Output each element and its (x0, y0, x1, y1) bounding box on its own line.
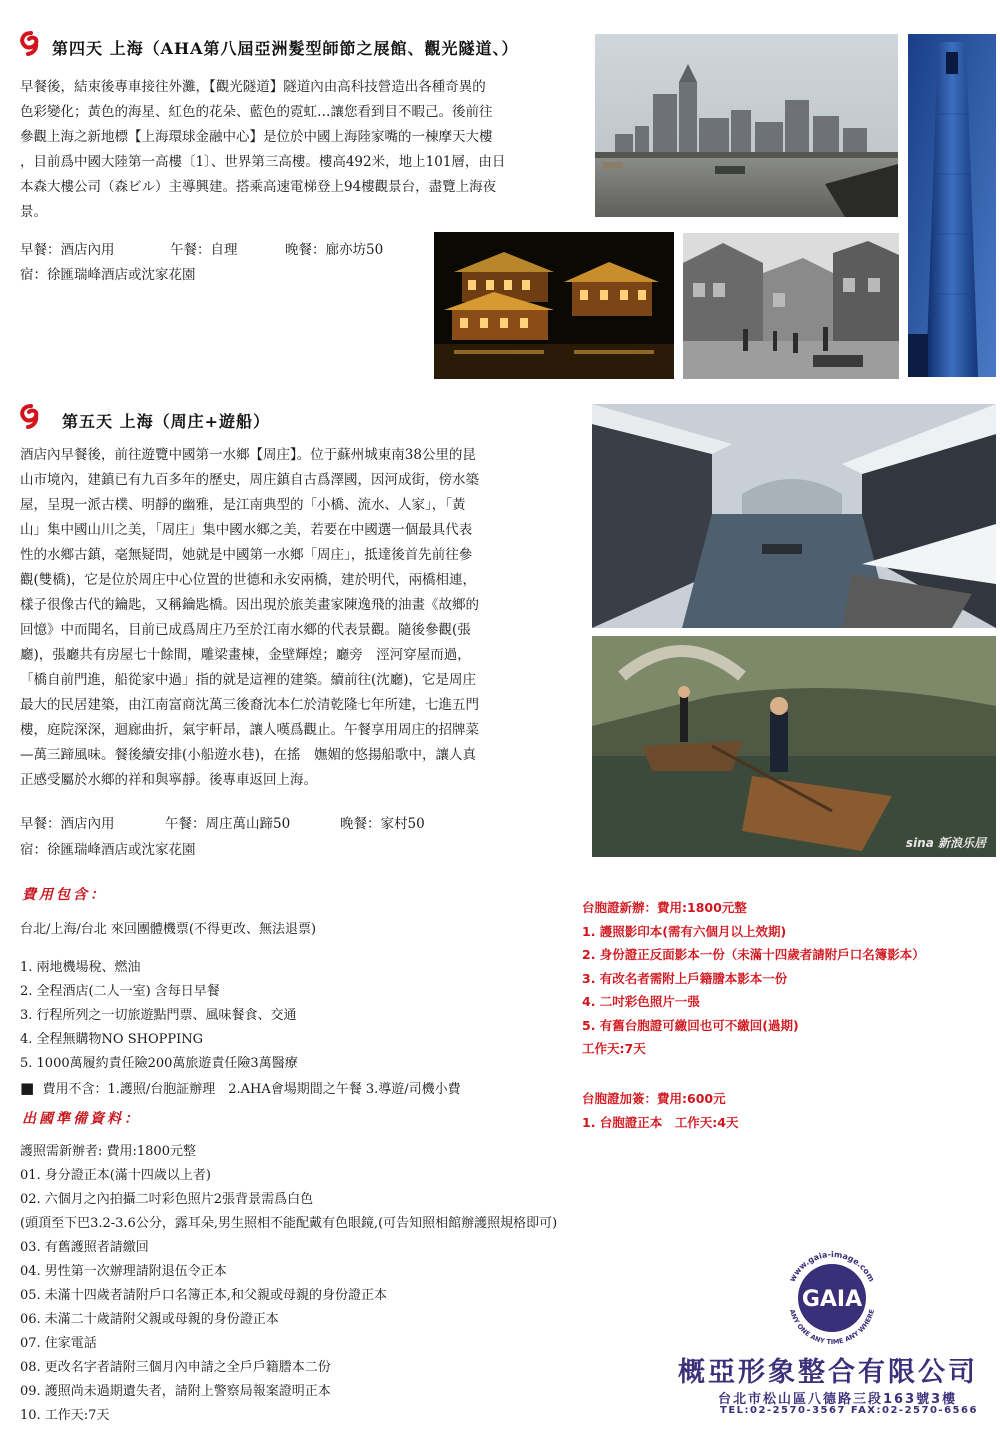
docs-item: 09. 護照尚未過期遺失者，請附上警察局報案證明正本 (20, 1384, 331, 1399)
costs-excluded-text: 費用不含：1.護照/台胞証辦理 2.AHA會場期間之午餐 3.導遊/司機小費 (42, 1082, 461, 1097)
day5-meals (20, 812, 425, 837)
company-name: 概亞形象整合有限公司 (678, 1357, 978, 1388)
costs-item: 4. 全程無購物NO SHOPPING (20, 1032, 203, 1047)
taibao-new-line: 3. 有改名者需附上戶籍謄本影本一份 (582, 970, 788, 986)
taibao-new-line: 4. 二吋彩色照片一張 (582, 994, 700, 1009)
day5-line: 「橋自前門進，船從家中過」指的就是這裡的建築。續前往(沈廳)，它是周庄 (20, 672, 477, 688)
day4-line: 參觀上海之新地標【上海環球金融中心】是位於中國上海陸家嘴的一棟摩天大樓 (20, 129, 493, 145)
docs-item: 07. 住家電話 (20, 1336, 97, 1351)
logo-mark-text: GAIA (801, 1287, 863, 1312)
day4-dinner: 晚餐：廊亦坊50 (285, 242, 384, 258)
logo-slogan-text: ANY ONE ANY TIME ANY WHERE (787, 1308, 877, 1347)
day4-line: 本森大樓公司（森ビル）主導興建。搭乘高速電梯登上94樓觀景台，盡覽上海夜 (20, 179, 497, 195)
taibao-new-line: 台胞證新辦：費用:1800元整 (582, 900, 747, 915)
day5-line: 廳)，張廳共有房屋七十餘間，雕梁畫棟，金壁輝煌；廳旁 涇河穿屋而過， (20, 647, 471, 663)
docs-item: 08. 更改名字者請附三個月內申請之全戶戶籍謄本二份 (20, 1360, 331, 1375)
costs-excluded (20, 1076, 461, 1102)
day5-title: 第五天 上海（周庄+遊船） (62, 412, 270, 431)
day5-paragraph (20, 443, 550, 793)
day5-line: 樓，庭院深深，迴廊曲折，氣宇軒昂，讓人嘆爲觀止。午餐享用周庄的招牌菜 (20, 722, 479, 738)
docs-item: 05. 未滿十四歲者請附戶口名簿正本,和父親或母親的身份證正本 (20, 1288, 387, 1303)
taibao-new-line: 1. 護照影印本(需有六個月以上效期) (582, 923, 787, 939)
costs-item: 5. 1000萬履約責任險200萬旅遊責任險3萬醫療 (20, 1056, 298, 1071)
day4-hotel: 宿：徐匯瑞峰酒店或沈家花園 (20, 267, 196, 283)
costs-air: 台北/上海/台北 來回團體機票(不得更改、無法退票) (20, 922, 317, 937)
day5-line: 屋，呈現一派古樸、明靜的幽雅，是江南典型的「小橋、流水、人家」，「黃 (20, 497, 466, 513)
day5-hotel: 宿：徐匯瑞峰酒店或沈家花園 (20, 842, 196, 858)
costs-included-list (20, 956, 461, 1102)
docs-list (20, 1140, 557, 1428)
company-address: 台北市松山區八德路三段163號3樓 (718, 1392, 958, 1407)
docs-item: 03. 有舊護照者請繳回 (20, 1240, 149, 1255)
gaia-logo-icon (777, 1243, 887, 1353)
docs-item: 01. 身分證正本(滿十四歲以上者) (20, 1168, 211, 1183)
costs-item: 3. 行程所列之一切旅遊點門票、風味餐食、交通 (20, 1008, 297, 1023)
taibao-sign-line: 台胞證加簽：費用:600元 (582, 1091, 726, 1106)
costs-item: 1. 兩地機場稅、燃油 (20, 960, 141, 975)
yuyuan-night-photo (434, 232, 674, 379)
docs-item: 02. 六個月之內拍攝二吋彩色照片2張背景需爲白色 (20, 1192, 314, 1207)
day5-line: 性的水鄉古鎮，毫無疑問，她就是中國第一水鄉「周庄」，抵達後首先前往參 (20, 547, 473, 563)
day5-line: 回憶》中而聞名，目前已成爲周庄乃至於江南水鄉的代表景觀。隨後參觀(張 (20, 622, 471, 638)
taibao-sign-line: 1. 台胞證正本 工作天:4天 (582, 1114, 739, 1130)
day4-breakfast: 早餐：酒店內用 (20, 242, 115, 258)
costs-heading: 費用包含： (22, 887, 107, 903)
day5-line: 酒店內早餐後，前往遊覽中國第一水鄉【周庄】。位于蘇州城東南38公里的昆 (20, 447, 476, 463)
day5-line: 正感受屬於水鄉的祥和與寧靜。後專車返回上海。 (20, 772, 317, 788)
day5-line: 觀(雙橋)，它是位於周庄中心位置的世德和永安兩橋，建於明代，兩橋相連， (20, 572, 477, 588)
day4-swirl-icon (18, 30, 44, 56)
old-street-photo (683, 233, 899, 379)
square-bullet-icon: ■ (20, 1079, 35, 1097)
docs-item: 10. 工作天:7天 (20, 1408, 110, 1423)
docs-item: 04. 男性第一次辦理請附退伍令正本 (20, 1264, 227, 1279)
day5-line: —萬三蹄風味。餐後續安排(小船遊水巷)，在搖 嫵媚的悠揚船歌中，讓人真 (20, 747, 477, 763)
day5-breakfast: 早餐：酒店內用 (20, 816, 115, 832)
company-phone: TEL:02-2570-3567 FAX:02-2570-6566 (720, 1405, 978, 1416)
day4-line: 早餐後，結束後專車接往外灘，【觀光隧道】隧道內由高科技營造出各種奇異的 (20, 79, 486, 95)
costs-item: 2. 全程酒店(二人一室) 含每日早餐 (20, 984, 220, 999)
taibao-new-block (582, 896, 925, 1061)
swfc-tower-photo (908, 34, 996, 377)
docs-intro: 護照需新辦者: 費用:1800元整 (20, 1144, 196, 1159)
day5-line: 樣子很像古代的鑰匙，又稱鑰匙橋。因出現於旅美畫家陳逸飛的油畫《故鄉的 (20, 597, 479, 613)
day4-line: ，目前爲中國大陸第一高樓〔1〕、世界第三高樓。樓高492米，地上101層，由日 (20, 154, 506, 170)
day4-meals (20, 238, 383, 263)
canal-boat-photo (592, 636, 996, 857)
taibao-new-line: 工作天:7天 (582, 1041, 646, 1056)
day4-paragraph (20, 75, 565, 225)
bund-skyline-photo (595, 34, 898, 217)
day5-line: 山市境內，建鎮已有九百多年的歷史，周庄鎮自古爲澤國，因河成街，傍水築 (20, 472, 479, 488)
day4-lunch: 午餐：自理 (170, 242, 238, 258)
docs-item: 06. 未滿二十歲請附父親或母親的身份證正本 (20, 1312, 279, 1327)
taibao-new-line: 5. 有舊台胞證可繳回也可不繳回(過期) (582, 1017, 799, 1033)
day4-line: 景。 (20, 204, 47, 220)
taibao-new-line: 2. 身份證正反面影本一份（未滿十四歲者請附戶口名簿影本） (582, 947, 925, 962)
taibao-sign-block (582, 1087, 739, 1134)
docs-item: (頭頂至下巴3.2-3.6公分，露耳朵,男生照相不能配戴有色眼鏡,(可告知照相館辦護照規格即可) (20, 1216, 558, 1231)
logo-url-text: www.gaia-image.com (787, 1249, 877, 1284)
day5-dinner: 晚餐：家村50 (340, 816, 425, 832)
sina-watermark: sina 新浪乐居 (905, 836, 986, 850)
day4-line: 色彩變化；黃色的海星、紅色的花朵、藍色的霓虹…讓您看到目不暇己。後前往 (20, 104, 493, 120)
docs-heading: 出國準備資料： (22, 1111, 141, 1127)
day5-swirl-icon (18, 403, 44, 429)
day5-line: 最大的民居建築，由江南富商沈萬三後裔沈本仁於清乾隆七年所建，七進五門 (20, 697, 479, 713)
day5-lunch: 午餐：周庄萬山蹄50 (165, 816, 291, 832)
day5-line: 山」集中國山川之美，「周庄」集中國水鄉之美，若要在中國選一個最具代表 (20, 522, 473, 538)
day4-title: 第四天 上海（AHA第八屆亞洲髮型師節之展館、觀光隧道、） (52, 39, 519, 58)
zhouzhuang-canal-photo (592, 404, 996, 628)
